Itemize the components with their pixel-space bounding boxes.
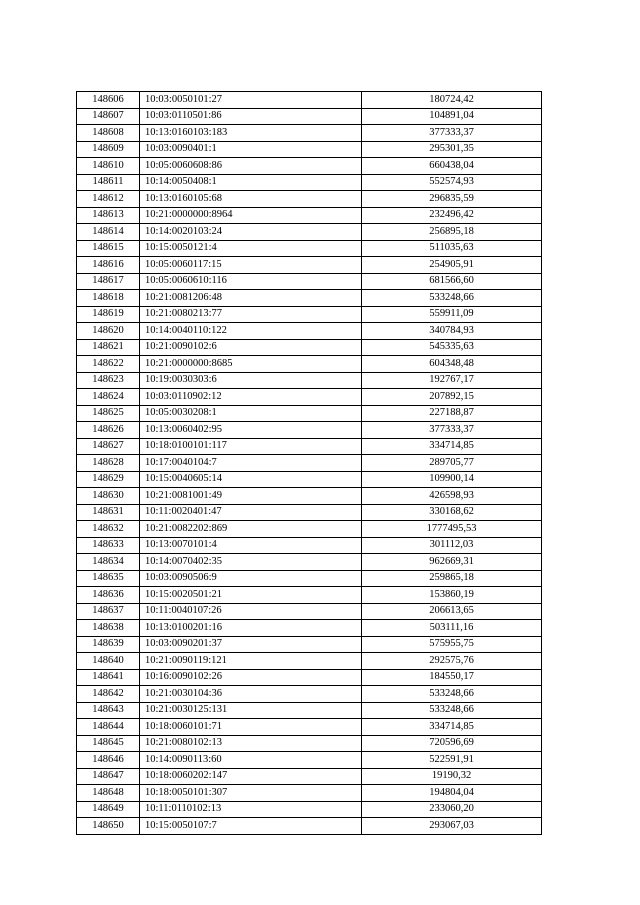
cadastral-number-cell: 10:13:0060402:95 xyxy=(140,422,362,439)
table-row xyxy=(77,554,542,571)
cadastral-number-cell: 10:18:0060202:147 xyxy=(140,768,362,785)
cadastral-number-cell: 10:13:0160105:68 xyxy=(140,191,362,208)
cadastral-number-cell: 10:21:0090102:6 xyxy=(140,339,362,356)
cadastral-number-cell: 10:15:0020501:21 xyxy=(140,587,362,604)
cadastral-number-cell: 10:21:0082202:869 xyxy=(140,521,362,538)
row-number-cell: 148610 xyxy=(77,158,140,175)
cadastral-number-cell: 10:14:0050408:1 xyxy=(140,174,362,191)
cadastral-number-cell: 10:18:0050101:307 xyxy=(140,785,362,802)
table-row xyxy=(77,339,542,356)
cadastral-value-cell: 254905,91 xyxy=(362,257,542,274)
cadastral-value-cell: 522591,91 xyxy=(362,752,542,769)
row-number-cell: 148645 xyxy=(77,735,140,752)
table-row xyxy=(77,207,542,224)
cadastral-value-cell: 575955,75 xyxy=(362,636,542,653)
cadastral-number-cell: 10:03:0110501:86 xyxy=(140,108,362,125)
table-row xyxy=(77,818,542,835)
cadastral-number-cell: 10:17:0040104:7 xyxy=(140,455,362,472)
cadastral-number-cell: 10:11:0110102:13 xyxy=(140,801,362,818)
table-row xyxy=(77,686,542,703)
cadastral-value-cell: 604348,48 xyxy=(362,356,542,373)
cadastral-number-cell: 10:13:0160103:183 xyxy=(140,125,362,142)
row-number-cell: 148607 xyxy=(77,108,140,125)
cadastral-value-cell: 227188,87 xyxy=(362,405,542,422)
row-number-cell: 148623 xyxy=(77,372,140,389)
row-number-cell: 148617 xyxy=(77,273,140,290)
cadastral-number-cell: 10:21:0000000:8685 xyxy=(140,356,362,373)
cadastral-value-cell: 660438,04 xyxy=(362,158,542,175)
table-row xyxy=(77,240,542,257)
row-number-cell: 148639 xyxy=(77,636,140,653)
table-row xyxy=(77,306,542,323)
cadastral-number-cell: 10:11:0020401:47 xyxy=(140,504,362,521)
cadastral-number-cell: 10:18:0100101:117 xyxy=(140,438,362,455)
cadastral-number-cell: 10:05:0060117:15 xyxy=(140,257,362,274)
cadastral-value-cell: 377333,37 xyxy=(362,125,542,142)
cadastral-value-cell: 289705,77 xyxy=(362,455,542,472)
cadastral-value-cell: 206613,65 xyxy=(362,603,542,620)
table-row xyxy=(77,702,542,719)
cadastral-number-cell: 10:14:0090113:60 xyxy=(140,752,362,769)
table-row xyxy=(77,752,542,769)
table-row xyxy=(77,108,542,125)
cadastral-value-cell: 104891,04 xyxy=(362,108,542,125)
cadastral-value-cell: 426598,93 xyxy=(362,488,542,505)
cadastral-value-cell: 962669,31 xyxy=(362,554,542,571)
cadastral-value-cell: 207892,15 xyxy=(362,389,542,406)
cadastral-value-cell: 681566,60 xyxy=(362,273,542,290)
cadastral-number-cell: 10:11:0040107:26 xyxy=(140,603,362,620)
table-row xyxy=(77,174,542,191)
row-number-cell: 148633 xyxy=(77,537,140,554)
table-row xyxy=(77,471,542,488)
cadastral-value-cell: 301112,03 xyxy=(362,537,542,554)
cadastral-value-cell: 295301,35 xyxy=(362,141,542,158)
row-number-cell: 148642 xyxy=(77,686,140,703)
row-number-cell: 148637 xyxy=(77,603,140,620)
table-row xyxy=(77,768,542,785)
row-number-cell: 148611 xyxy=(77,174,140,191)
cadastral-number-cell: 10:21:0000000:8964 xyxy=(140,207,362,224)
cadastral-value-cell: 340784,93 xyxy=(362,323,542,340)
cadastral-number-cell: 10:21:0080102:13 xyxy=(140,735,362,752)
cadastral-number-cell: 10:15:0050107:7 xyxy=(140,818,362,835)
cadastral-value-cell: 377333,37 xyxy=(362,422,542,439)
table-row xyxy=(77,719,542,736)
row-number-cell: 148632 xyxy=(77,521,140,538)
cadastral-number-cell: 10:14:0020103:24 xyxy=(140,224,362,241)
table-row xyxy=(77,125,542,142)
row-number-cell: 148650 xyxy=(77,818,140,835)
cadastral-value-cell: 296835,59 xyxy=(362,191,542,208)
cadastral-number-cell: 10:13:0100201:16 xyxy=(140,620,362,637)
cadastral-number-cell: 10:14:0070402:35 xyxy=(140,554,362,571)
cadastral-value-cell: 19190,32 xyxy=(362,768,542,785)
row-number-cell: 148644 xyxy=(77,719,140,736)
row-number-cell: 148634 xyxy=(77,554,140,571)
cadastral-value-cell: 533248,66 xyxy=(362,702,542,719)
row-number-cell: 148641 xyxy=(77,669,140,686)
cadastral-value-cell: 334714,85 xyxy=(362,719,542,736)
row-number-cell: 148627 xyxy=(77,438,140,455)
cadastral-value-cell: 153860,19 xyxy=(362,587,542,604)
cadastral-number-cell: 10:21:0030125:131 xyxy=(140,702,362,719)
cadastral-number-cell: 10:15:0050121:4 xyxy=(140,240,362,257)
row-number-cell: 148625 xyxy=(77,405,140,422)
cadastral-number-cell: 10:21:0090119:121 xyxy=(140,653,362,670)
cadastral-number-cell: 10:13:0070101:4 xyxy=(140,537,362,554)
table-row xyxy=(77,158,542,175)
row-number-cell: 148608 xyxy=(77,125,140,142)
table-row xyxy=(77,636,542,653)
table-row xyxy=(77,669,542,686)
row-number-cell: 148618 xyxy=(77,290,140,307)
row-number-cell: 148624 xyxy=(77,389,140,406)
cadastral-number-cell: 10:03:0090506:9 xyxy=(140,570,362,587)
row-number-cell: 148631 xyxy=(77,504,140,521)
table-row xyxy=(77,521,542,538)
table-row xyxy=(77,438,542,455)
cadastral-number-cell: 10:03:0090401:1 xyxy=(140,141,362,158)
table-row xyxy=(77,257,542,274)
table-row xyxy=(77,273,542,290)
table-row xyxy=(77,141,542,158)
cadastral-number-cell: 10:18:0060101:71 xyxy=(140,719,362,736)
cadastral-value-cell: 259865,18 xyxy=(362,570,542,587)
table-row xyxy=(77,504,542,521)
cadastral-value-cell: 256895,18 xyxy=(362,224,542,241)
table-row xyxy=(77,92,542,109)
cadastral-number-cell: 10:03:0090201:37 xyxy=(140,636,362,653)
table-row xyxy=(77,422,542,439)
table-row xyxy=(77,537,542,554)
cadastral-value-cell: 184550,17 xyxy=(362,669,542,686)
row-number-cell: 148636 xyxy=(77,587,140,604)
cadastral-number-cell: 10:05:0060608:86 xyxy=(140,158,362,175)
row-number-cell: 148638 xyxy=(77,620,140,637)
cadastral-value-cell: 194804,04 xyxy=(362,785,542,802)
row-number-cell: 148649 xyxy=(77,801,140,818)
cadastral-value-cell: 533248,66 xyxy=(362,686,542,703)
cadastral-value-cell: 232496,42 xyxy=(362,207,542,224)
cadastral-number-cell: 10:21:0081001:49 xyxy=(140,488,362,505)
row-number-cell: 148646 xyxy=(77,752,140,769)
cadastral-value-cell: 545335,63 xyxy=(362,339,542,356)
cadastral-value-table xyxy=(76,91,542,835)
cadastral-value-cell: 559911,09 xyxy=(362,306,542,323)
cadastral-value-cell: 1777495,53 xyxy=(362,521,542,538)
row-number-cell: 148648 xyxy=(77,785,140,802)
cadastral-value-cell: 334714,85 xyxy=(362,438,542,455)
cadastral-value-cell: 109900,14 xyxy=(362,471,542,488)
table-row xyxy=(77,191,542,208)
cadastral-number-cell: 10:03:0110902:12 xyxy=(140,389,362,406)
row-number-cell: 148614 xyxy=(77,224,140,241)
row-number-cell: 148647 xyxy=(77,768,140,785)
row-number-cell: 148613 xyxy=(77,207,140,224)
cadastral-value-cell: 533248,66 xyxy=(362,290,542,307)
table-row xyxy=(77,801,542,818)
cadastral-number-cell: 10:05:0030208:1 xyxy=(140,405,362,422)
cadastral-number-cell: 10:21:0080213:77 xyxy=(140,306,362,323)
table-row xyxy=(77,653,542,670)
table-row xyxy=(77,570,542,587)
table-body xyxy=(77,92,542,835)
cadastral-value-cell: 233060,20 xyxy=(362,801,542,818)
table-row xyxy=(77,587,542,604)
table-row xyxy=(77,455,542,472)
row-number-cell: 148635 xyxy=(77,570,140,587)
table-row xyxy=(77,290,542,307)
table-row xyxy=(77,323,542,340)
row-number-cell: 148606 xyxy=(77,92,140,109)
cadastral-value-cell: 503111,16 xyxy=(362,620,542,637)
table-row xyxy=(77,785,542,802)
cadastral-number-cell: 10:16:0090102:26 xyxy=(140,669,362,686)
row-number-cell: 148620 xyxy=(77,323,140,340)
cadastral-number-cell: 10:15:0040605:14 xyxy=(140,471,362,488)
row-number-cell: 148619 xyxy=(77,306,140,323)
cadastral-value-cell: 330168,62 xyxy=(362,504,542,521)
table-row xyxy=(77,488,542,505)
row-number-cell: 148630 xyxy=(77,488,140,505)
table-row xyxy=(77,372,542,389)
cadastral-value-cell: 293067,03 xyxy=(362,818,542,835)
row-number-cell: 148609 xyxy=(77,141,140,158)
cadastral-value-cell: 180724,42 xyxy=(362,92,542,109)
table-row xyxy=(77,405,542,422)
cadastral-number-cell: 10:21:0081206:48 xyxy=(140,290,362,307)
row-number-cell: 148640 xyxy=(77,653,140,670)
cadastral-value-cell: 292575,76 xyxy=(362,653,542,670)
row-number-cell: 148612 xyxy=(77,191,140,208)
cadastral-value-cell: 511035,63 xyxy=(362,240,542,257)
table-row xyxy=(77,224,542,241)
cadastral-number-cell: 10:14:0040110:122 xyxy=(140,323,362,340)
cadastral-number-cell: 10:21:0030104:36 xyxy=(140,686,362,703)
table-row xyxy=(77,603,542,620)
row-number-cell: 148622 xyxy=(77,356,140,373)
cadastral-number-cell: 10:05:0060610:116 xyxy=(140,273,362,290)
row-number-cell: 148626 xyxy=(77,422,140,439)
row-number-cell: 148615 xyxy=(77,240,140,257)
row-number-cell: 148628 xyxy=(77,455,140,472)
row-number-cell: 148629 xyxy=(77,471,140,488)
table-row xyxy=(77,620,542,637)
cadastral-value-cell: 720596,69 xyxy=(362,735,542,752)
cadastral-value-cell: 192767,17 xyxy=(362,372,542,389)
table-row xyxy=(77,389,542,406)
cadastral-value-cell: 552574,93 xyxy=(362,174,542,191)
cadastral-number-cell: 10:19:0030303:6 xyxy=(140,372,362,389)
table-row xyxy=(77,735,542,752)
table-row xyxy=(77,356,542,373)
row-number-cell: 148643 xyxy=(77,702,140,719)
row-number-cell: 148616 xyxy=(77,257,140,274)
row-number-cell: 148621 xyxy=(77,339,140,356)
cadastral-number-cell: 10:03:0050101:27 xyxy=(140,92,362,109)
